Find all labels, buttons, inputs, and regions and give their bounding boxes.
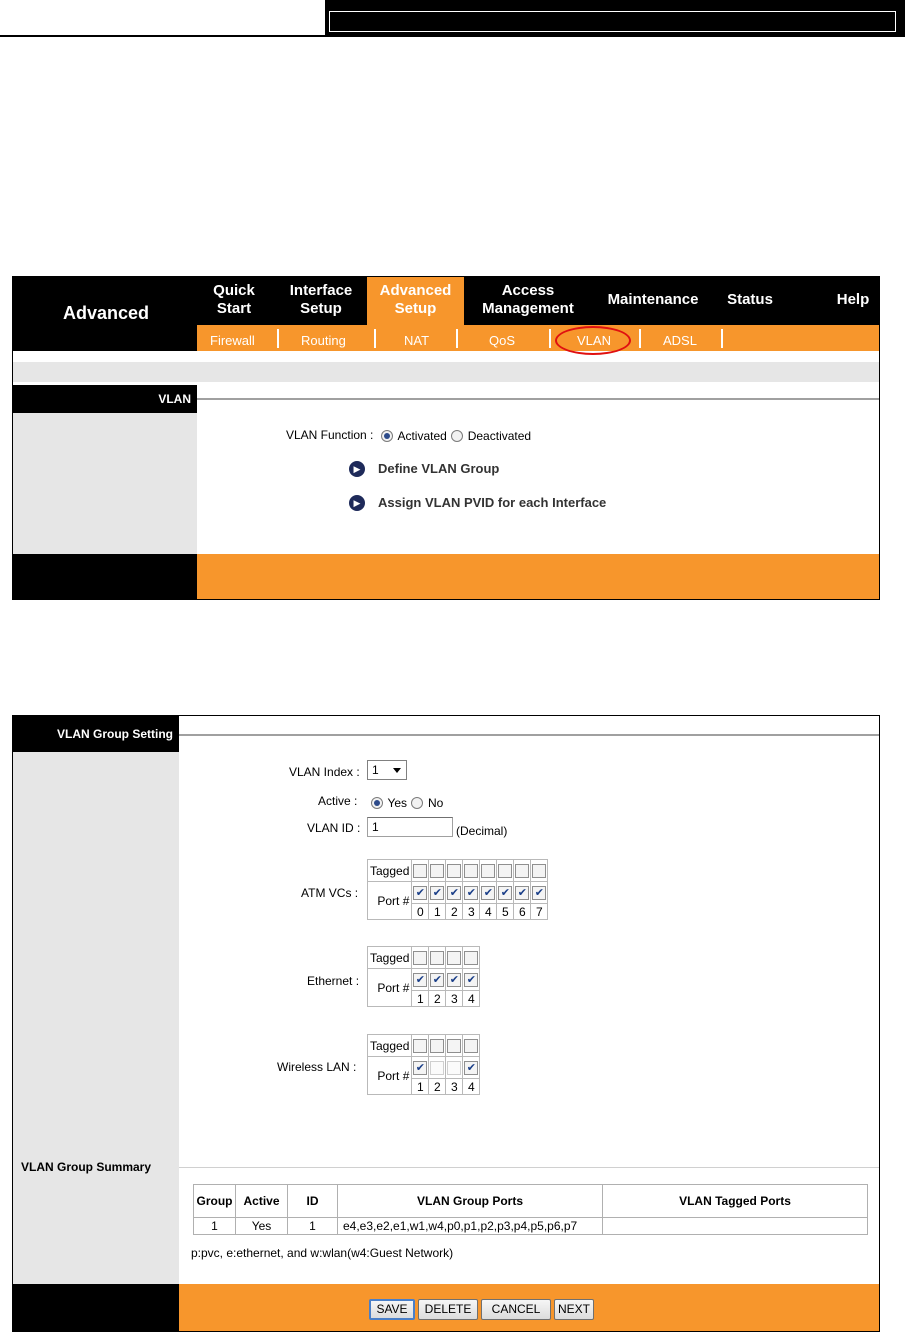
vlan-index-label: VLAN Index : <box>289 765 360 779</box>
chevron-down-icon <box>393 768 401 773</box>
brand-block-lower <box>13 325 197 351</box>
summary-cell-id: 1 <box>288 1218 338 1235</box>
tagged-checkbox[interactable] <box>515 864 529 878</box>
summary-cell-tagged-ports <box>603 1218 868 1235</box>
tagged-row <box>368 947 480 969</box>
port-number: 4 <box>463 991 480 1007</box>
tagged-cell <box>429 860 446 882</box>
atm-vcs-grid <box>367 859 548 920</box>
menu-access-management[interactable]: Access Management <box>482 282 574 317</box>
port-member-checkbox[interactable]: ✔ <box>532 886 546 900</box>
tagged-cell <box>429 1035 446 1057</box>
tagged-cell <box>429 947 446 969</box>
port-label: Port # <box>368 882 412 920</box>
footer-left <box>13 554 197 599</box>
tagged-cell <box>480 860 497 882</box>
port-cell <box>463 882 480 904</box>
tagged-cell <box>446 860 463 882</box>
tagged-checkbox[interactable] <box>447 864 461 878</box>
tagged-checkbox[interactable] <box>481 864 495 878</box>
wireless-lan-grid <box>367 1034 480 1095</box>
submenu-bar <box>197 325 879 351</box>
menu-help[interactable]: Help <box>836 291 870 308</box>
submenu-qos[interactable]: QoS <box>489 333 516 348</box>
tagged-cell <box>412 1035 429 1057</box>
tagged-cell <box>463 947 480 969</box>
port-member-checkbox[interactable]: ✔ <box>464 1061 478 1075</box>
section-label-vlan: VLAN <box>13 385 197 413</box>
port-number: 3 <box>463 904 480 920</box>
vlan-highlight-oval <box>555 326 631 355</box>
vlan-index-select[interactable]: 1 <box>367 760 407 780</box>
port-member-checkbox[interactable]: ✔ <box>481 886 495 900</box>
arrow-right-icon: ▶ <box>349 495 365 511</box>
section-rule <box>179 734 879 736</box>
port-cell <box>412 882 429 904</box>
port-label: Port # <box>368 1057 412 1095</box>
radio-active-no-label: No <box>427 795 444 810</box>
vlan-group-summary-table <box>193 1184 868 1235</box>
cancel-button[interactable]: CANCEL <box>481 1299 551 1320</box>
port-number: 3 <box>446 991 463 1007</box>
tagged-cell <box>412 860 429 882</box>
port-cell <box>429 969 446 991</box>
port-number: 0 <box>412 904 429 920</box>
summary-cell-active: Yes <box>236 1218 288 1235</box>
submenu-adsl[interactable]: ADSL <box>663 333 697 348</box>
tagged-cell <box>446 1035 463 1057</box>
port-number: 1 <box>412 991 429 1007</box>
port-label: Port # <box>368 969 412 1007</box>
tagged-checkbox[interactable] <box>413 1039 427 1053</box>
port-member-checkbox[interactable]: ✔ <box>413 886 427 900</box>
active-label: Active : <box>318 794 358 808</box>
tagged-cell <box>446 947 463 969</box>
port-number: 2 <box>446 904 463 920</box>
footer-bar <box>197 554 879 599</box>
port-member-checkbox[interactable]: ✔ <box>430 886 444 900</box>
vlan-id-input[interactable]: 1 <box>367 817 453 837</box>
left-column <box>13 752 179 1284</box>
page-header-bar <box>325 0 905 37</box>
wireless-lan-label: Wireless LAN : <box>277 1060 357 1074</box>
tagged-checkbox[interactable] <box>430 951 444 965</box>
port-cell <box>480 882 497 904</box>
footer-left <box>13 1284 179 1331</box>
submenu-routing[interactable]: Routing <box>301 333 346 348</box>
section-label-vlan-group-setting: VLAN Group Setting <box>13 716 179 752</box>
port-row <box>368 882 548 904</box>
atm-vcs-label: ATM VCs : <box>301 886 359 900</box>
submenu-separator <box>721 329 723 348</box>
tagged-cell <box>412 947 429 969</box>
port-cell <box>446 969 463 991</box>
radio-deactivated-label: Deactivated <box>467 428 532 443</box>
tagged-checkbox[interactable] <box>447 951 461 965</box>
tagged-checkbox[interactable] <box>413 864 427 878</box>
port-cell <box>446 1057 463 1079</box>
tagged-checkbox[interactable] <box>498 864 512 878</box>
tagged-checkbox[interactable] <box>464 951 478 965</box>
arrow-right-icon: ▶ <box>349 461 365 477</box>
summary-cell-group-ports: e4,e3,e2,e1,w1,w4,p0,p1,p2,p3,p4,p5,p6,p7 <box>338 1218 603 1235</box>
save-button[interactable]: SAVE <box>369 1299 415 1320</box>
menu-status[interactable]: Status <box>727 291 773 308</box>
port-member-checkbox[interactable] <box>430 1061 444 1075</box>
port-cell <box>497 882 514 904</box>
port-row <box>368 969 480 991</box>
port-number: 5 <box>497 904 514 920</box>
vlan-function-label: VLAN Function : <box>286 428 374 442</box>
port-member-checkbox[interactable]: ✔ <box>464 973 478 987</box>
section-rule <box>197 398 879 400</box>
tagged-cell <box>531 860 548 882</box>
vlan-group-summary-label: VLAN Group Summary <box>21 1160 152 1174</box>
radio-active-yes[interactable] <box>371 797 383 809</box>
port-cell <box>463 1057 480 1079</box>
tagged-label: Tagged <box>368 947 412 969</box>
port-member-checkbox[interactable]: ✔ <box>413 973 427 987</box>
port-number: 4 <box>480 904 497 920</box>
tagged-label: Tagged <box>368 860 412 882</box>
port-cell <box>429 1057 446 1079</box>
page-header-rule <box>0 35 905 37</box>
tagged-row <box>368 1035 480 1057</box>
summary-divider <box>179 1167 879 1168</box>
port-member-checkbox[interactable]: ✔ <box>447 886 461 900</box>
ethernet-label: Ethernet : <box>307 974 360 988</box>
port-member-checkbox[interactable]: ✔ <box>515 886 529 900</box>
advanced-vlan-screenshot <box>12 276 880 600</box>
ethernet-grid <box>367 946 480 1007</box>
vlan-id-hint: (Decimal) <box>456 824 508 838</box>
port-cell <box>412 1057 429 1079</box>
submenu-nat[interactable]: NAT <box>404 333 430 348</box>
port-cell <box>531 882 548 904</box>
active-radios <box>371 794 443 812</box>
radio-activated-label: Activated <box>397 428 447 443</box>
port-number: 6 <box>514 904 531 920</box>
port-member-checkbox[interactable]: ✔ <box>464 886 478 900</box>
tagged-checkbox[interactable] <box>464 864 478 878</box>
radio-active-yes-label: Yes <box>387 795 408 810</box>
tagged-checkbox[interactable] <box>430 1039 444 1053</box>
submenu-separator <box>549 329 551 348</box>
port-member-checkbox[interactable]: ✔ <box>413 1061 427 1075</box>
submenu-vlan[interactable]: VLAN <box>577 333 611 348</box>
port-member-checkbox[interactable]: ✔ <box>498 886 512 900</box>
next-button[interactable]: NEXT <box>554 1299 594 1320</box>
summary-cell-group: 1 <box>194 1218 236 1235</box>
port-number: 3 <box>446 1079 463 1095</box>
port-number: 4 <box>463 1079 480 1095</box>
link-assign-vlan-pvid[interactable]: Assign VLAN PVID for each Interface <box>378 495 607 510</box>
tagged-checkbox[interactable] <box>413 951 427 965</box>
submenu-separator <box>277 329 279 348</box>
tagged-cell <box>463 860 480 882</box>
brand-title: Advanced <box>63 303 150 323</box>
summary-col-tagged-ports: VLAN Tagged Ports <box>603 1185 868 1218</box>
tagged-label: Tagged <box>368 1035 412 1057</box>
tagged-checkbox[interactable] <box>532 864 546 878</box>
port-number: 2 <box>429 991 446 1007</box>
menu-maintenance[interactable]: Maintenance <box>607 291 699 308</box>
tagged-cell <box>463 1035 480 1057</box>
menu-quick-start[interactable]: Quick Start <box>213 282 255 317</box>
delete-button[interactable]: DELETE <box>418 1299 478 1320</box>
port-cell <box>446 882 463 904</box>
radio-active-no[interactable] <box>411 797 423 809</box>
submenu-separator <box>639 329 641 348</box>
summary-header-row <box>194 1185 868 1218</box>
vlan-function-radios <box>381 427 531 445</box>
radio-activated[interactable] <box>381 430 393 442</box>
port-number: 2 <box>429 1079 446 1095</box>
submenu-separator <box>374 329 376 348</box>
submenu-firewall[interactable]: Firewall <box>210 333 255 348</box>
port-member-checkbox[interactable] <box>447 1061 461 1075</box>
port-legend: p:pvc, e:ethernet, and w:wlan(w4:Guest Network) <box>191 1246 454 1260</box>
summary-col-group: Group <box>194 1185 236 1218</box>
tagged-checkbox[interactable] <box>447 1039 461 1053</box>
port-number: 7 <box>531 904 548 920</box>
port-number: 1 <box>429 904 446 920</box>
tagged-row <box>368 860 548 882</box>
port-cell <box>429 882 446 904</box>
menu-advanced-setup[interactable]: Advanced Setup <box>367 277 464 325</box>
tagged-cell <box>497 860 514 882</box>
link-define-vlan-group[interactable]: Define VLAN Group <box>378 461 500 476</box>
port-member-checkbox[interactable]: ✔ <box>447 973 461 987</box>
left-column <box>13 413 197 554</box>
port-cell <box>463 969 480 991</box>
summary-col-active: Active <box>236 1185 288 1218</box>
summary-col-id: ID <box>288 1185 338 1218</box>
tagged-checkbox[interactable] <box>464 1039 478 1053</box>
summary-col-group-ports: VLAN Group Ports <box>338 1185 603 1218</box>
port-row <box>368 1057 480 1079</box>
menu-interface-setup[interactable]: Interface Setup <box>289 282 353 317</box>
vlan-group-setting-screenshot <box>12 715 880 1332</box>
port-cell <box>412 969 429 991</box>
tagged-cell <box>514 860 531 882</box>
radio-deactivated[interactable] <box>451 430 463 442</box>
vlan-id-label: VLAN ID : <box>307 821 361 835</box>
submenu-separator <box>456 329 458 348</box>
grey-band <box>13 362 879 382</box>
port-number: 1 <box>412 1079 429 1095</box>
tagged-checkbox[interactable] <box>430 864 444 878</box>
port-cell <box>514 882 531 904</box>
port-member-checkbox[interactable]: ✔ <box>430 973 444 987</box>
table-row <box>194 1218 868 1235</box>
